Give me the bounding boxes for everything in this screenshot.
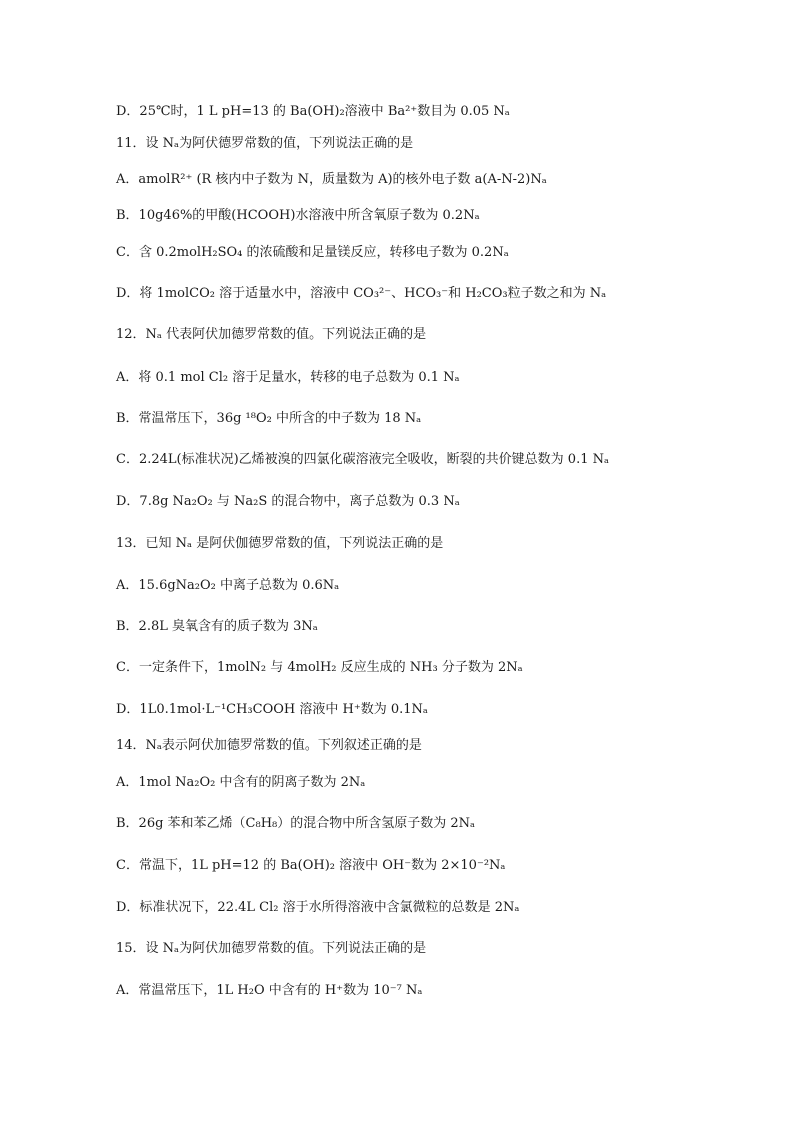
question-15-option-a: A．常温常压下，1L H₂O 中含有的 H⁺数为 10⁻⁷ Nₐ — [116, 983, 423, 998]
question-13-option-a: A．15.6gNa₂O₂ 中离子总数为 0.6Nₐ — [116, 578, 340, 593]
question-11-option-b: B．10g46%的甲酸(HCOOH)水溶液中所含氧原子数为 0.2Nₐ — [116, 208, 480, 223]
question-11-option-a: A．amolR²⁺ (R 核内中子数为 N，质量数为 A)的核外电子数 a(A-N-2)Nₐ — [116, 172, 547, 187]
question-10-option-d: D．25℃时，1 L pH=13 的 Ba(OH)₂溶液中 Ba²⁺数目为 0.05 Nₐ — [116, 104, 510, 119]
question-14-option-a: A．1mol Na₂O₂ 中含有的阴离子数为 2Nₐ — [116, 775, 366, 790]
question-14-option-c: C．常温下，1L pH=12 的 Ba(OH)₂ 溶液中 OH⁻数为 2×10⁻²Nₐ — [116, 858, 506, 873]
question-12-stem: 12．Nₐ 代表阿伏加德罗常数的值。下列说法正确的是 — [116, 327, 427, 342]
question-13-option-b: B．2.8L 臭氧含有的质子数为 3Nₐ — [116, 619, 318, 634]
question-12-option-c: C．2.24L(标准状况)乙烯被溴的四氯化碳溶液完全吸收，断裂的共价键总数为 0.1 Nₐ — [116, 452, 609, 467]
question-12-option-b: B．常温常压下，36g ¹⁸O₂ 中所含的中子数为 18 Nₐ — [116, 411, 422, 426]
question-13-option-d: D．1L0.1mol·L⁻¹CH₃COOH 溶液中 H⁺数为 0.1Nₐ — [116, 702, 428, 717]
question-13-stem: 13．已知 Nₐ 是阿伏伽德罗常数的值，下列说法正确的是 — [116, 536, 444, 551]
question-13-option-c: C．一定条件下，1molN₂ 与 4molH₂ 反应生成的 NH₃ 分子数为 2Nₐ — [116, 660, 523, 675]
question-11-option-c: C．含 0.2molH₂SO₄ 的浓硫酸和足量镁反应，转移电子数为 0.2Nₐ — [116, 245, 509, 260]
question-12-option-a: A．将 0.1 mol Cl₂ 溶于足量水，转移的电子总数为 0.1 Nₐ — [116, 370, 460, 385]
question-11-option-d: D．将 1molCO₂ 溶于适量水中，溶液中 CO₃²⁻、HCO₃⁻和 H₂CO₃粒子数之和为 Nₐ — [116, 286, 607, 301]
question-12-option-d: D．7.8g Na₂O₂ 与 Na₂S 的混合物中，离子总数为 0.3 Nₐ — [116, 494, 460, 509]
question-11-stem: 11．设 Nₐ为阿伏德罗常数的值，下列说法正确的是 — [116, 136, 414, 151]
question-14-option-b: B．26g 苯和苯乙烯（C₈H₈）的混合物中所含氢原子数为 2Nₐ — [116, 816, 476, 831]
question-14-option-d: D．标准状况下，22.4L Cl₂ 溶于水所得溶液中含氯微粒的总数是 2Nₐ — [116, 900, 520, 915]
question-15-stem: 15．设 Nₐ为阿伏加德罗常数的值。下列说法正确的是 — [116, 941, 427, 956]
question-14-stem: 14．Nₐ表示阿伏加德罗常数的值。下列叙述正确的是 — [116, 738, 422, 753]
